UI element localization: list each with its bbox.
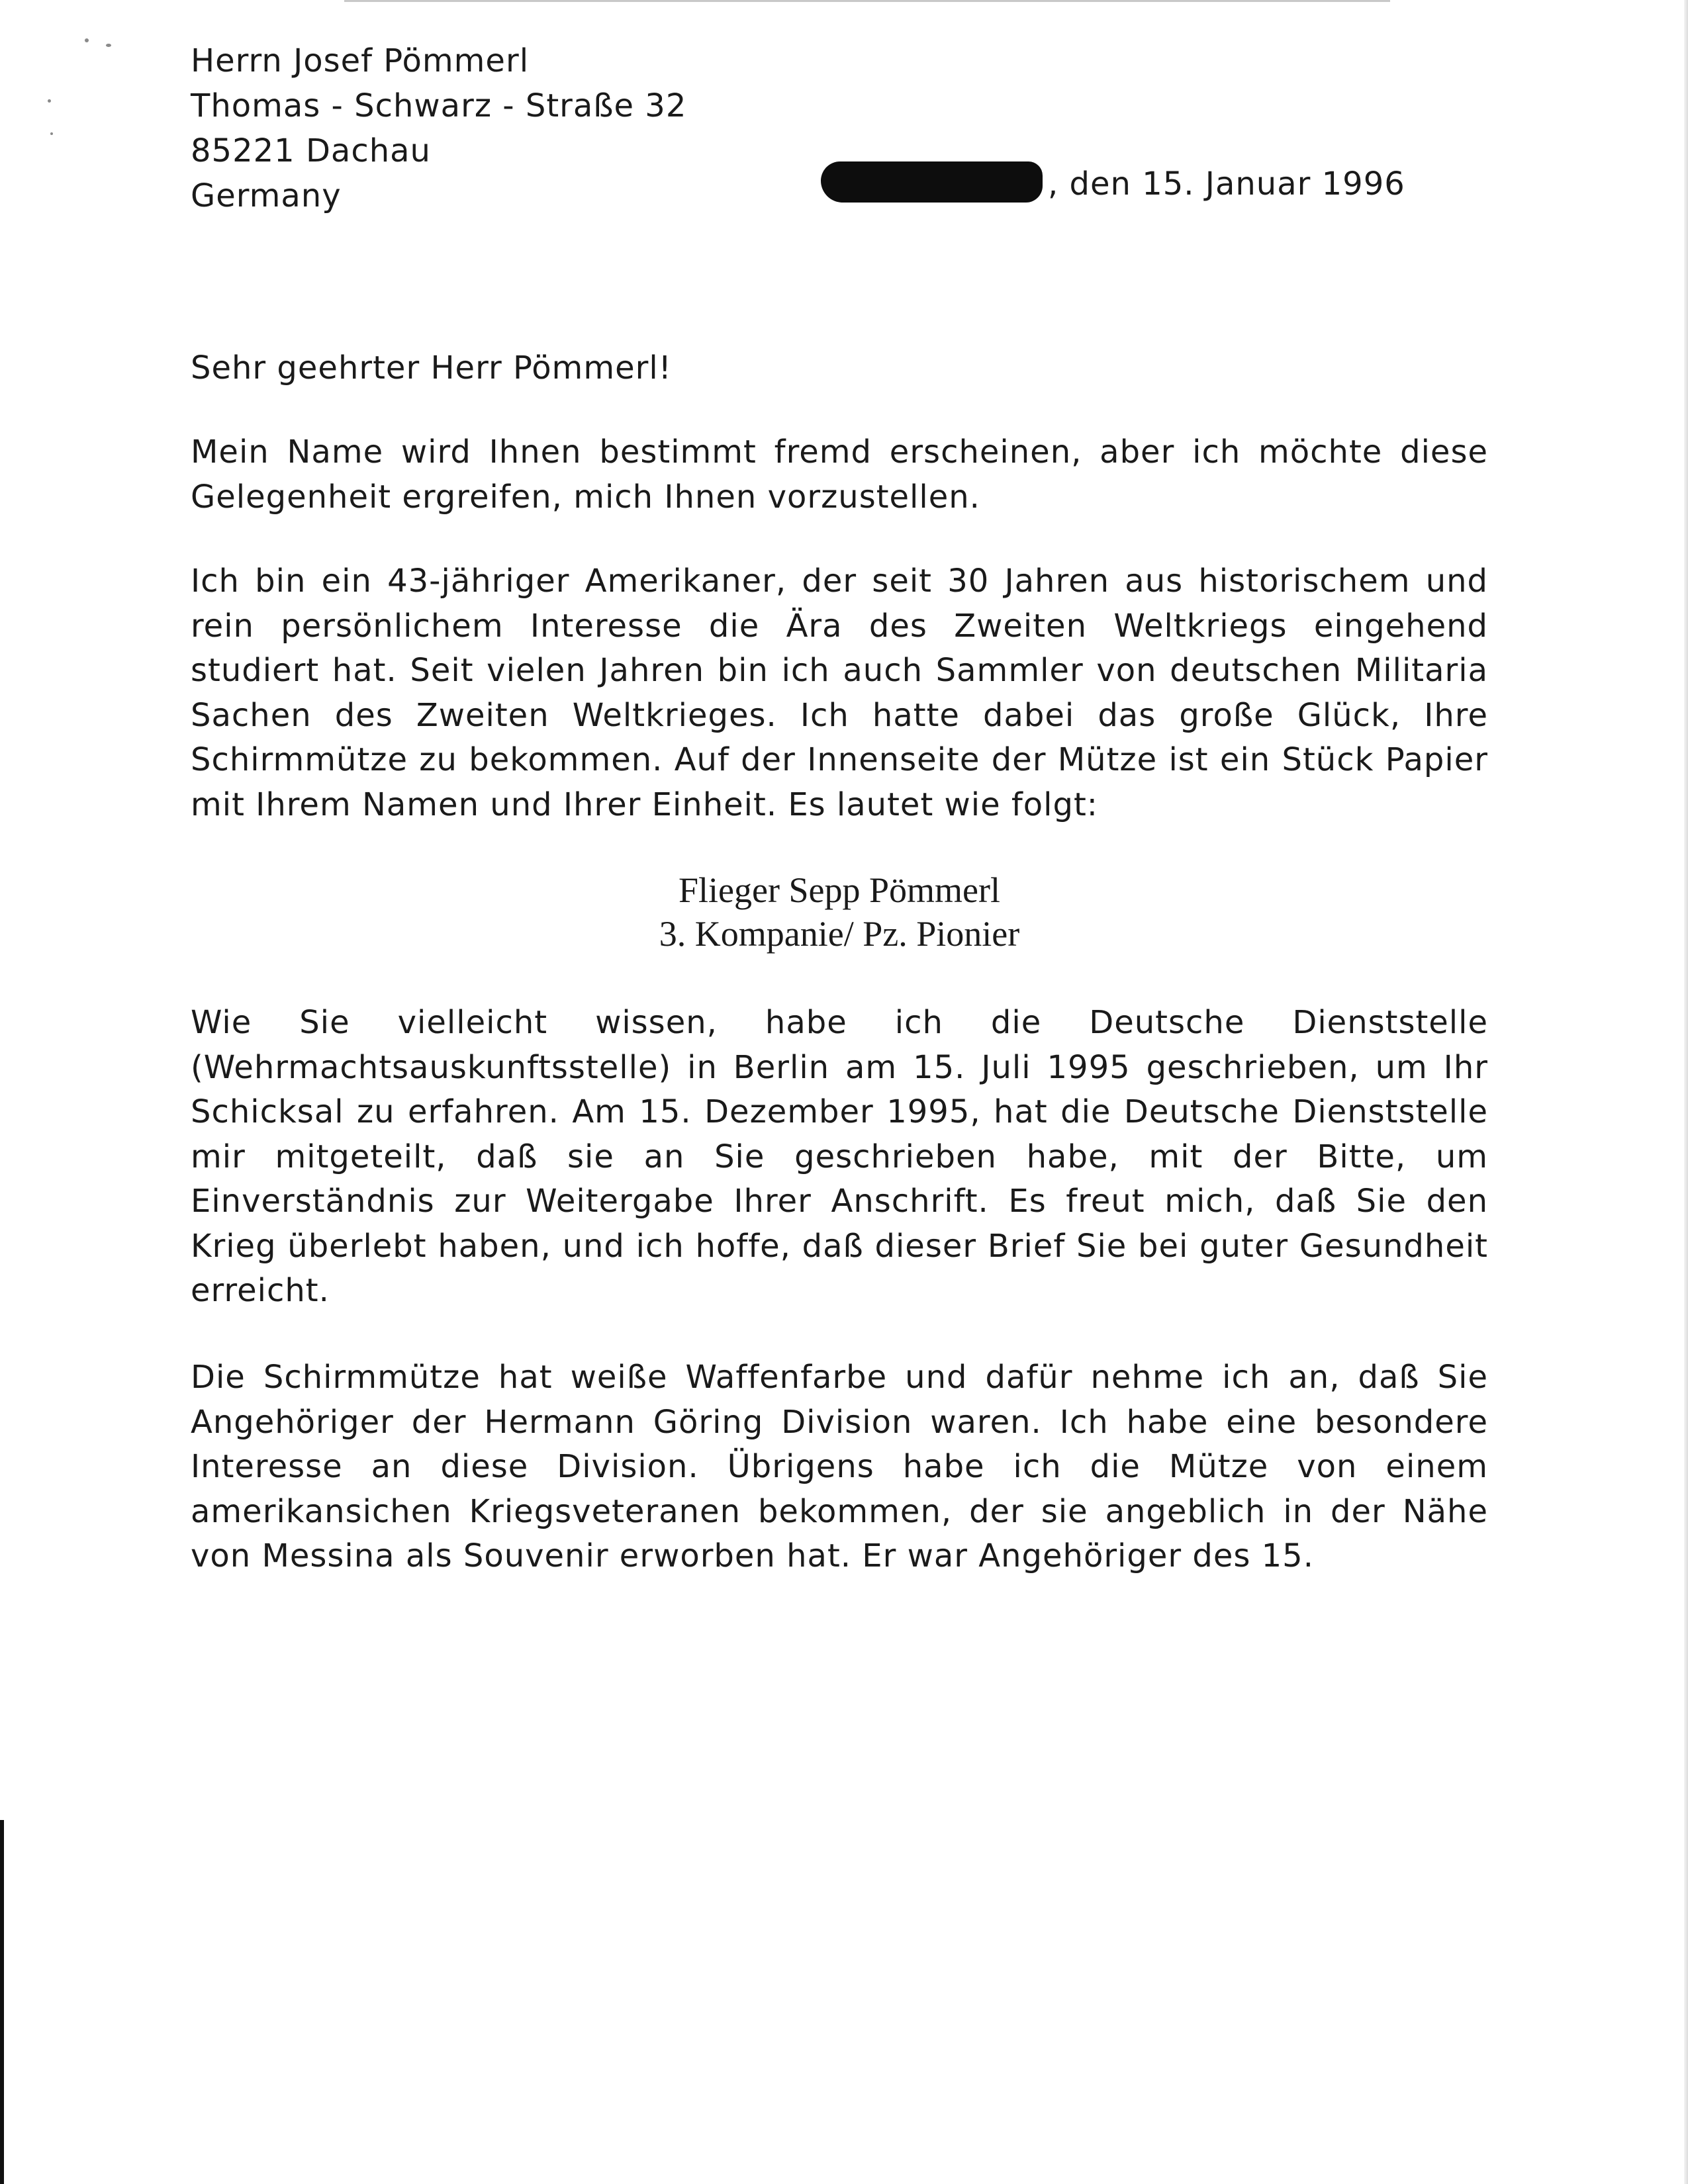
scan-left-edge: [0, 1820, 4, 2184]
paragraph-cap: Die Schirmmütze hat weiße Waffenfarbe und dafür nehme ich an, daß Sie Angehöriger der Hermann Göring Division waren. Ich habe eine besondere Interesse an diese Division. Übrigens habe ich die Mütze von einem amerikansichen Kriegsveteranen bekommen, der sie angeblich in der Nähe von Messina als Souvenir erworben hat. Er war Angehöriger des 15.: [191, 1359, 1488, 1574]
paragraph-inquiry: Wie Sie vielleicht wissen, habe ich die Deutsche Dienststelle (Wehrmachtsauskunftsstelle) in Berlin am 15. Juli 1995 geschrieben, um Ihr Schicksal zu erfahren. Am 15. Dezember 1995, hat die Deutsche Dienststelle mir mitgeteilt, daß sie an Sie geschrieben habe, mit der Bitte, um Einverständnis zur Weitergabe Ihrer Anschrift. Es freut mich, daß Sie den Krieg überlebt haben, und ich hoffe, daß dieser Brief Sie bei guter Gesundheit erreicht.: [191, 1004, 1488, 1309]
scan-top-edge: [344, 0, 1390, 2]
recipient-street: Thomas - Schwarz - Straße 32: [191, 87, 687, 124]
date-line: [821, 161, 1405, 206]
redaction-mark: [821, 161, 1043, 203]
recipient-country: Germany: [191, 177, 342, 214]
scan-right-edge: [1684, 0, 1688, 2184]
cap-label-quote: [191, 868, 1488, 956]
quote-line-name: Flieger Sepp Pömmerl: [679, 870, 1000, 910]
recipient-name: Herrn Josef Pömmerl: [191, 42, 530, 79]
salutation: Sehr geehrter Herr Pömmerl!: [191, 349, 672, 387]
quote-line-unit: 3. Kompanie/ Pz. Pionier: [659, 914, 1020, 954]
recipient-city: 85221 Dachau: [191, 132, 431, 169]
recipient-address: [191, 38, 686, 218]
paragraph-intro: Mein Name wird Ihnen bestimmt fremd erscheinen, aber ich möchte diese Gelegenheit ergreifen, mich Ihnen vorzustellen.: [191, 433, 1488, 516]
letter-date: , den 15. Januar 1996: [1048, 165, 1405, 203]
paragraph-background: Ich bin ein 43-jähriger Amerikaner, der seit 30 Jahren aus historischem und rein persönlichem Interesse die Ära des Zweiten Weltkriegs eingehend studiert hat. Seit vielen Jahren bin ich auch Sammler von deutschen Militaria Sachen des Zweiten Weltkrieges. Ich hatte dabei das große Glück, Ihre Schirmmütze zu bekommen. Auf der Innenseite der Mütze ist ein Stück Papier mit Ihrem Namen und Ihrer Einheit. Es lautet wie folgt:: [191, 563, 1488, 823]
